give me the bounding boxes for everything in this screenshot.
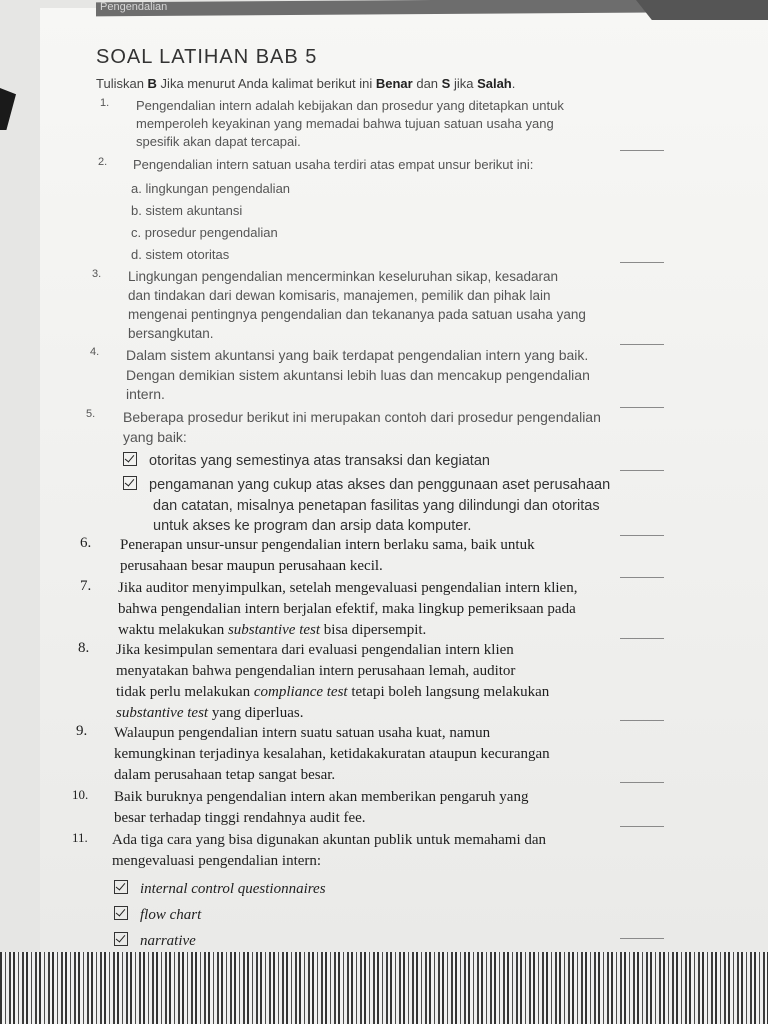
question-text — [112, 830, 546, 872]
question-line: Walaupun pengendalian intern suatu satuan usaha kuat, namun — [114, 725, 491, 741]
answer-line[interactable] — [620, 720, 664, 721]
question-line: kemungkinan terjadinya kesalahan, ketidakakuratan ataupun kecurangan — [114, 746, 550, 762]
option-item: c. prosedur pengendalian — [131, 225, 278, 240]
question-line — [118, 620, 577, 641]
running-header: Pengendalian — [100, 1, 168, 13]
question-line: Ada tiga cara yang bisa digunakan akuntan publik untuk memahami dan — [112, 832, 547, 848]
question-text — [114, 787, 528, 829]
page-title: SOAL LATIHAN BAB 5 — [96, 46, 318, 68]
question-number: 1. — [100, 97, 110, 109]
check-list — [123, 451, 610, 536]
answer-line[interactable] — [620, 262, 664, 263]
question-line: menyatakan bahwa pengendalian intern perusahaan lemah, auditor — [116, 663, 516, 679]
question-number: 8. — [78, 640, 90, 656]
instruction-text — [96, 76, 515, 91]
question-number: 9. — [76, 723, 88, 739]
option-list — [131, 178, 290, 266]
question-line: Baik buruknya pengendalian intern akan memberikan pengaruh yang — [114, 789, 529, 805]
answer-line[interactable] — [620, 577, 664, 578]
question-line: Pengendalian intern adalah kebijakan dan prosedur yang ditetapkan untuk — [136, 98, 564, 113]
question-line: perusahaan besar maupun perusahaan kecil. — [120, 558, 383, 574]
true-letter: B — [147, 76, 157, 91]
page-number-corner — [636, 0, 768, 20]
question-text — [136, 97, 564, 152]
instruction-suffix: . — [511, 76, 516, 91]
question-line: dan tindakan dari dewan komisaris, manajemen, pemilik dan pihak lain — [128, 287, 551, 303]
checked-box-icon — [114, 932, 128, 946]
question-number: 5. — [86, 408, 96, 420]
check-label: internal control questionnaires — [140, 881, 326, 897]
question-line: Penerapan unsur-unsur pengendalian intern berlaku sama, baik untuk — [120, 537, 535, 553]
check-list — [114, 876, 326, 954]
check-continuation: untuk akses ke program dan arsip data komputer. — [153, 517, 472, 534]
question-line: Lingkungan pengendalian mencerminkan keseluruhan sikap, kesadaran — [128, 269, 559, 284]
question-text — [118, 578, 577, 641]
question-text — [133, 156, 533, 174]
question-line — [116, 682, 549, 703]
question-line: Dalam sistem akuntansi yang baik terdapat pengendalian intern yang baik. — [126, 347, 589, 363]
question-number: 2. — [98, 156, 108, 168]
text-run: tidak perlu melakukan — [116, 684, 254, 700]
check-label: otoritas yang semestinya atas transaksi dan kegiatan — [149, 453, 490, 469]
question-text — [116, 640, 549, 724]
question-line: Jika kesimpulan sementara dari evaluasi pengendalian intern klien — [116, 642, 514, 658]
question-number: 7. — [80, 578, 92, 594]
question-number: 3. — [92, 268, 102, 280]
question-line — [116, 703, 549, 724]
false-word: Salah — [477, 76, 512, 91]
answer-line[interactable] — [620, 407, 664, 408]
text-run: waktu melakukan — [118, 622, 228, 638]
answer-line[interactable] — [620, 535, 664, 536]
question-line: Pengendalian intern satuan usaha terdiri atas empat unsur berikut ini: — [133, 157, 534, 172]
question-line: memperoleh keyakinan yang memadai bahwa tujuan satuan usaha yang — [136, 116, 554, 132]
question-line: yang baik: — [123, 428, 187, 445]
question-text — [114, 723, 550, 786]
question-line: besar terhadap tinggi rendahnya audit fee. — [114, 810, 366, 826]
question-line: Beberapa prosedur berikut ini merupakan contoh dari prosedur pengendalian — [123, 409, 601, 425]
check-label: narrative — [140, 933, 196, 949]
italic-term: substantive test — [116, 705, 209, 721]
question-line: bersangkutan. — [128, 325, 214, 341]
instruction-prefix: Tuliskan — [96, 76, 148, 91]
answer-line[interactable] — [620, 782, 664, 783]
question-line: bahwa pengendalian intern berjalan efektif, maka lingkup pemeriksaan pada — [118, 601, 576, 617]
answer-line[interactable] — [620, 344, 664, 345]
instruction-and: dan — [412, 76, 442, 91]
check-item — [114, 902, 326, 928]
edge-shadow — [0, 88, 16, 130]
question-number: 11. — [72, 830, 88, 845]
answer-line[interactable] — [620, 638, 664, 639]
instruction-middle2: jika — [450, 76, 478, 91]
answer-line[interactable] — [620, 938, 664, 939]
option-item: a. lingkungan pengendalian — [131, 181, 291, 196]
question-line: dalam perusahaan tetap sangat besar. — [114, 767, 336, 783]
instruction-middle: Jika menurut Anda kalimat berikut ini — [156, 76, 376, 91]
italic-term: compliance test — [253, 684, 348, 700]
check-item — [123, 475, 610, 495]
answer-line[interactable] — [620, 470, 664, 471]
question-text — [120, 535, 535, 577]
question-line: mengevaluasi pengendalian intern: — [112, 853, 322, 869]
italic-term: substantive test — [227, 622, 321, 638]
question-line: mengenai pentingnya pengendalian dan tekananya pada satuan usaha yang — [128, 306, 586, 322]
text-run: yang diperluas. — [208, 705, 304, 721]
question-line: intern. — [126, 386, 165, 403]
text-run: tetapi boleh langsung melakukan — [347, 684, 550, 700]
text-run: bisa dipersempit. — [320, 622, 427, 638]
option-item: d. sistem otoritas — [131, 247, 230, 262]
check-item — [114, 876, 326, 902]
answer-line[interactable] — [620, 150, 664, 151]
question-line: Dengan demikian sistem akuntansi lebih luas dan mencakup pengendalian — [126, 366, 590, 383]
answer-line[interactable] — [620, 826, 664, 827]
option-item: b. sistem akuntansi — [131, 203, 243, 218]
question-text — [126, 346, 590, 405]
checked-box-icon — [123, 476, 137, 490]
check-continuation: dan catatan, misalnya penetapan fasilitas yang dilindungi dan otoritas — [153, 497, 600, 514]
question-text — [128, 268, 586, 344]
question-line: spesifik akan dapat tercapai. — [136, 134, 301, 150]
checked-box-icon — [114, 906, 128, 920]
question-text — [123, 408, 601, 447]
false-letter: S — [441, 76, 451, 91]
scan-artifact-strip — [0, 952, 768, 1024]
question-line: Jika auditor menyimpulkan, setelah mengevaluasi pengendalian intern klien, — [118, 580, 578, 596]
question-number: 6. — [80, 535, 92, 551]
check-item — [123, 451, 610, 471]
question-number: 4. — [90, 346, 100, 358]
checked-box-icon — [123, 452, 137, 466]
question-number: 10. — [72, 787, 89, 802]
true-word: Benar — [375, 76, 413, 91]
check-label: pengamanan yang cukup atas akses dan penggunaan aset perusahaan — [149, 477, 611, 494]
check-label: flow chart — [140, 907, 202, 923]
check-item — [114, 928, 326, 954]
checked-box-icon — [114, 880, 128, 894]
